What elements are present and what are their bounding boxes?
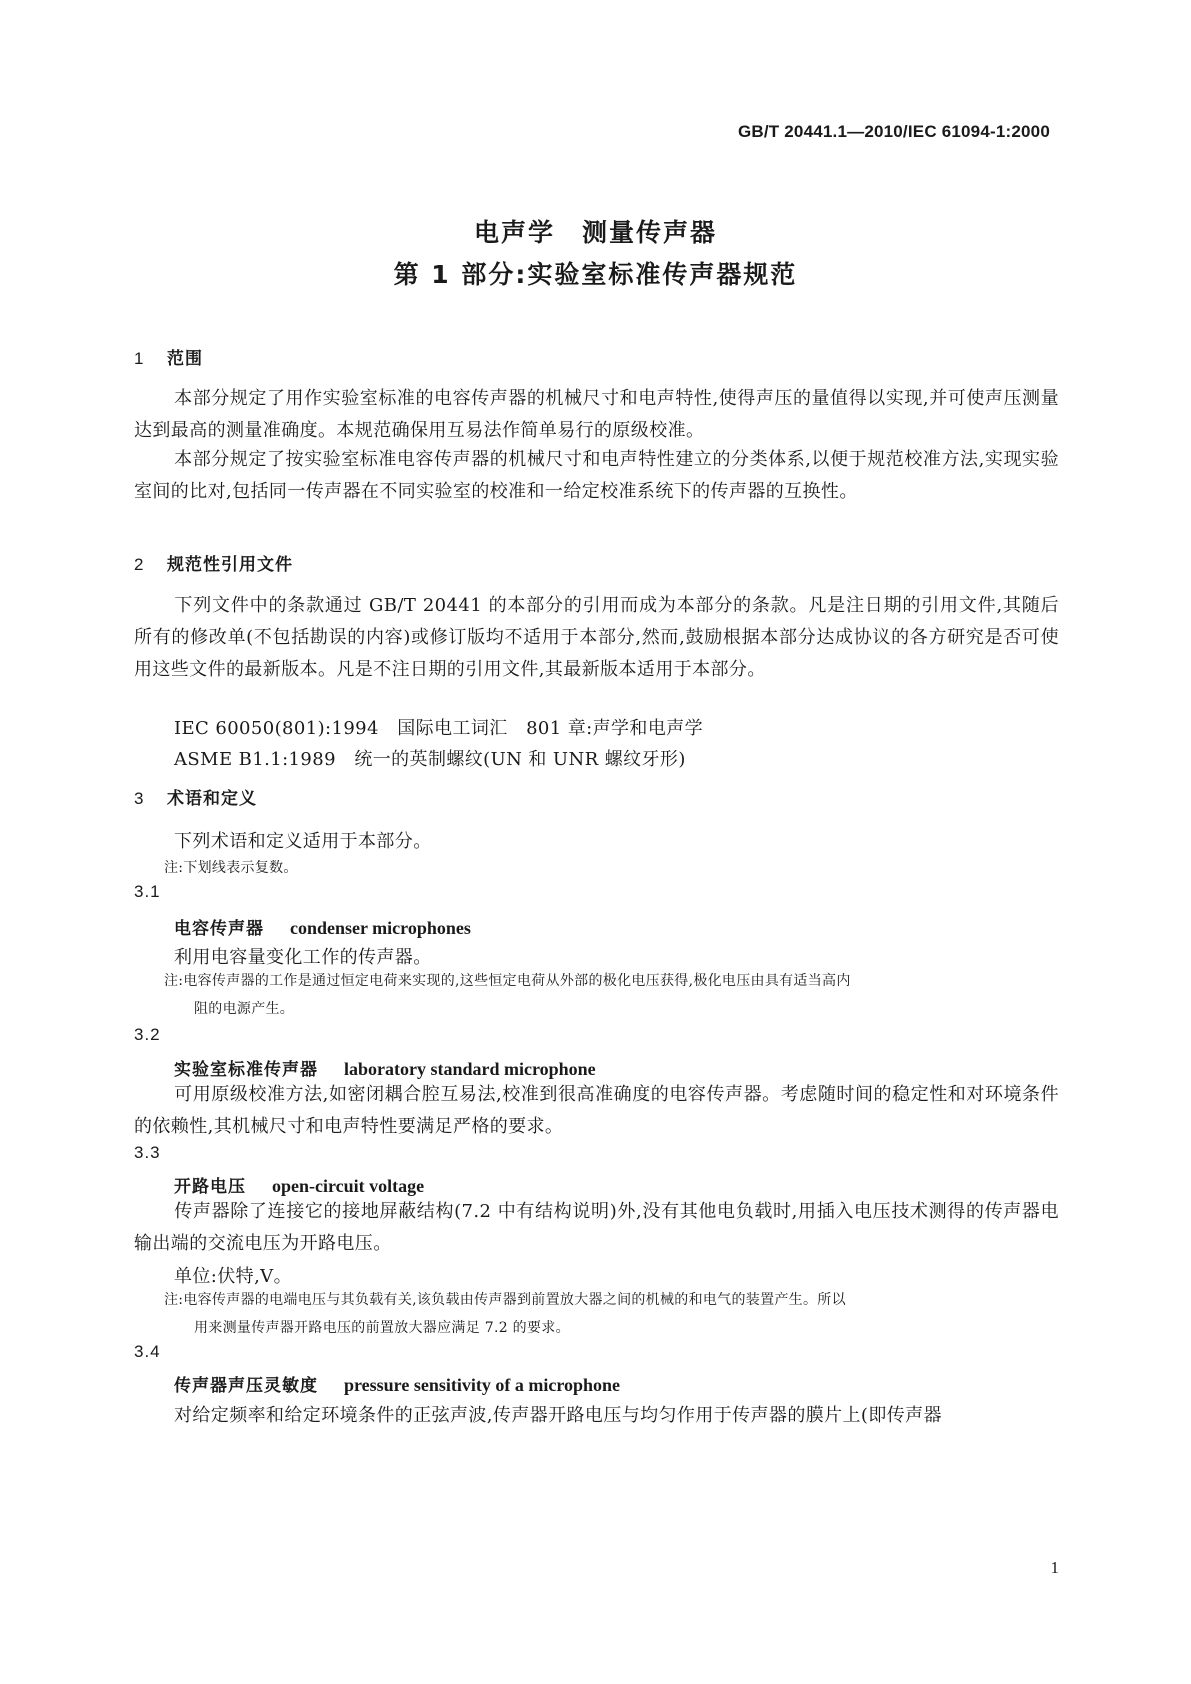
standard-number: GB/T 20441.1—2010/IEC 61094-1:2000 (737, 122, 1050, 141)
section-title: 术语和定义 (167, 789, 257, 809)
term-english: condenser microphones (290, 918, 471, 938)
term-definition: 对给定频率和给定环境条件的正弦声波,传声器开路电压与均匀作用于传声器的膜片上(即传声器 (174, 1405, 942, 1426)
term-chinese: 实验室标准传声器 (174, 1060, 318, 1080)
term-entry (174, 1371, 620, 1396)
section-title: 范围 (167, 349, 203, 369)
normative-reference: ASME B1.1:1989 统一的英制螺纹(UN 和 UNR 螺纹牙形) (174, 749, 686, 770)
term-entry (174, 1055, 596, 1080)
section-title: 规范性引用文件 (167, 555, 293, 575)
section-1-heading (134, 344, 203, 369)
section-number: 1 (134, 349, 145, 368)
term-note: 注:电容传声器的工作是通过恒定电荷来实现的,这些恒定电荷从外部的极化电压获得,极化电压由具有适当高内 阻的电源产生。 (164, 973, 851, 1017)
section-2-heading (134, 550, 293, 575)
section-1-paragraph-1: 本部分规定了用作实验室标准的电容传声器的机械尺寸和电声特性,使得声压的量值得以实现,并可使声压测量达到最高的测量准确度。本规范确保用互易法作简单易行的原级校准。 (134, 388, 1059, 441)
section-number: 3 (134, 789, 145, 808)
term-definition: 利用电容量变化工作的传声器。 (174, 947, 432, 968)
term-english: pressure sensitivity of a microphone (344, 1375, 621, 1395)
term-english: laboratory standard microphone (344, 1059, 596, 1079)
section-number: 2 (134, 555, 145, 574)
section-2-paragraph-1: 下列文件中的条款通过 GB/T 20441 的本部分的引用而成为本部分的条款。凡是注日期的引用文件,其随后所有的修改单(不包括勘误的内容)或修订版均不适用于本部分,然而,鼓励根据本部分达成协议的各方研究是否可使用这些文件的最新版本。凡是不注日期的引用文件,其最新版本适用于本部分。 (134, 595, 1059, 680)
section-3-intro: 下列术语和定义适用于本部分。 (174, 831, 432, 852)
term-chinese: 传声器声压灵敏度 (174, 1376, 318, 1396)
normative-reference: IEC 60050(801):1994 国际电工词汇 801 章:声学和电声学 (174, 718, 704, 739)
clause-number: 3.3 (134, 1143, 161, 1162)
title-line-1: 电声学 测量传声器 (473, 218, 717, 247)
term-english: open-circuit voltage (272, 1176, 425, 1196)
section-3-note: 注:下划线表示复数。 (164, 860, 298, 876)
page-number: 1 (1050, 1558, 1059, 1577)
clause-number: 3.1 (134, 882, 161, 901)
title-line-2: 第 1 部分:实验室标准传声器规范 (393, 260, 798, 289)
term-unit: 单位:伏特,V。 (174, 1266, 292, 1287)
term-entry (174, 1172, 424, 1197)
section-3-heading (134, 784, 257, 809)
clause-number: 3.4 (134, 1342, 161, 1361)
clause-number: 3.2 (134, 1025, 161, 1044)
term-note: 注:电容传声器的电端电压与其负载有关,该负载由传声器到前置放大器之间的机械的和电气的装置产生。所以 用来测量传声器开路电压的前置放大器应满足 7.2 的要求。 (164, 1292, 846, 1336)
section-1-paragraph-2: 本部分规定了按实验室标准电容传声器的机械尺寸和电声特性建立的分类体系,以便于规范校准方法,实现实验室间的比对,包括同一传声器在不同实验室的校准和一给定校准系统下的传声器的互换性。 (134, 449, 1059, 502)
term-definition: 可用原级校准方法,如密闭耦合腔互易法,校准到很高准确度的电容传声器。考虑随时间的稳定性和对环境条件的依赖性,其机械尺寸和电声特性要满足严格的要求。 (134, 1084, 1059, 1137)
term-definition: 传声器除了连接它的接地屏蔽结构(7.2 中有结构说明)外,没有其他电负载时,用插入电压技术测得的传声器电输出端的交流电压为开路电压。 (134, 1201, 1059, 1254)
term-chinese: 电容传声器 (174, 919, 264, 939)
term-chinese: 开路电压 (174, 1177, 246, 1197)
term-entry (174, 914, 471, 939)
